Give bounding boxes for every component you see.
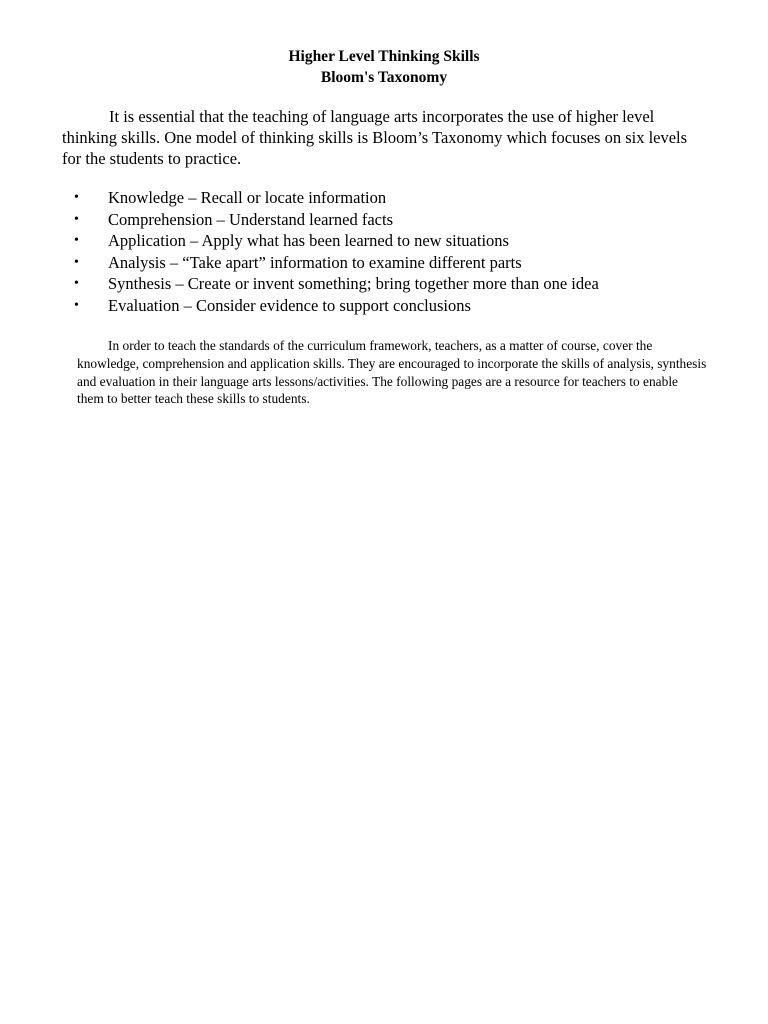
list-item-knowledge bbox=[62, 187, 722, 209]
list-item-synthesis bbox=[62, 273, 722, 295]
document-title: Higher Level Thinking Skills bbox=[288, 48, 480, 65]
list-item-text: Evaluation – Consider evidence to support conclusions bbox=[108, 295, 471, 315]
list-item-text: Application – Apply what has been learned to new situations bbox=[108, 231, 509, 251]
list-item-evaluation bbox=[62, 295, 722, 317]
bullet-icon: • bbox=[74, 254, 79, 270]
list-item-application bbox=[62, 230, 722, 252]
intro-paragraph: It is essential that the teaching of language arts incorporates the use of higher level thinking skills. One model of thinking skills is Bloom’s Taxonomy which focuses on six levels for the students to practice. bbox=[62, 107, 688, 168]
bullet-icon: • bbox=[74, 297, 79, 313]
taxonomy-levels-list bbox=[62, 187, 722, 317]
bullet-icon: • bbox=[74, 190, 79, 205]
list-item-text: Synthesis – Create or invent something; bring together more than one idea bbox=[108, 274, 599, 294]
list-item-text: Knowledge – Recall or locate information bbox=[108, 188, 387, 207]
closing-paragraph: In order to teach the standards of the curriculum framework, teachers, as a matter of course, cover the knowledge, comprehension and application skills. They are encouraged to incorporate the skills of analysis, synthesis and evaluation in their language arts lessons/activities. The following pages are a resource for teachers to enable them to better teach these skills to students. bbox=[77, 338, 707, 407]
list-item-comprehension bbox=[62, 209, 722, 231]
title-block bbox=[0, 46, 768, 88]
list-item-text: Analysis – “Take apart” information to examine different parts bbox=[108, 252, 522, 272]
list-item-analysis bbox=[62, 252, 722, 274]
bullet-icon: • bbox=[74, 233, 79, 249]
bullet-icon: • bbox=[74, 276, 79, 292]
document-subtitle: Bloom's Taxonomy bbox=[320, 69, 448, 86]
list-item-text: Comprehension – Understand learned facts bbox=[108, 209, 393, 229]
bullet-icon: • bbox=[74, 211, 79, 227]
